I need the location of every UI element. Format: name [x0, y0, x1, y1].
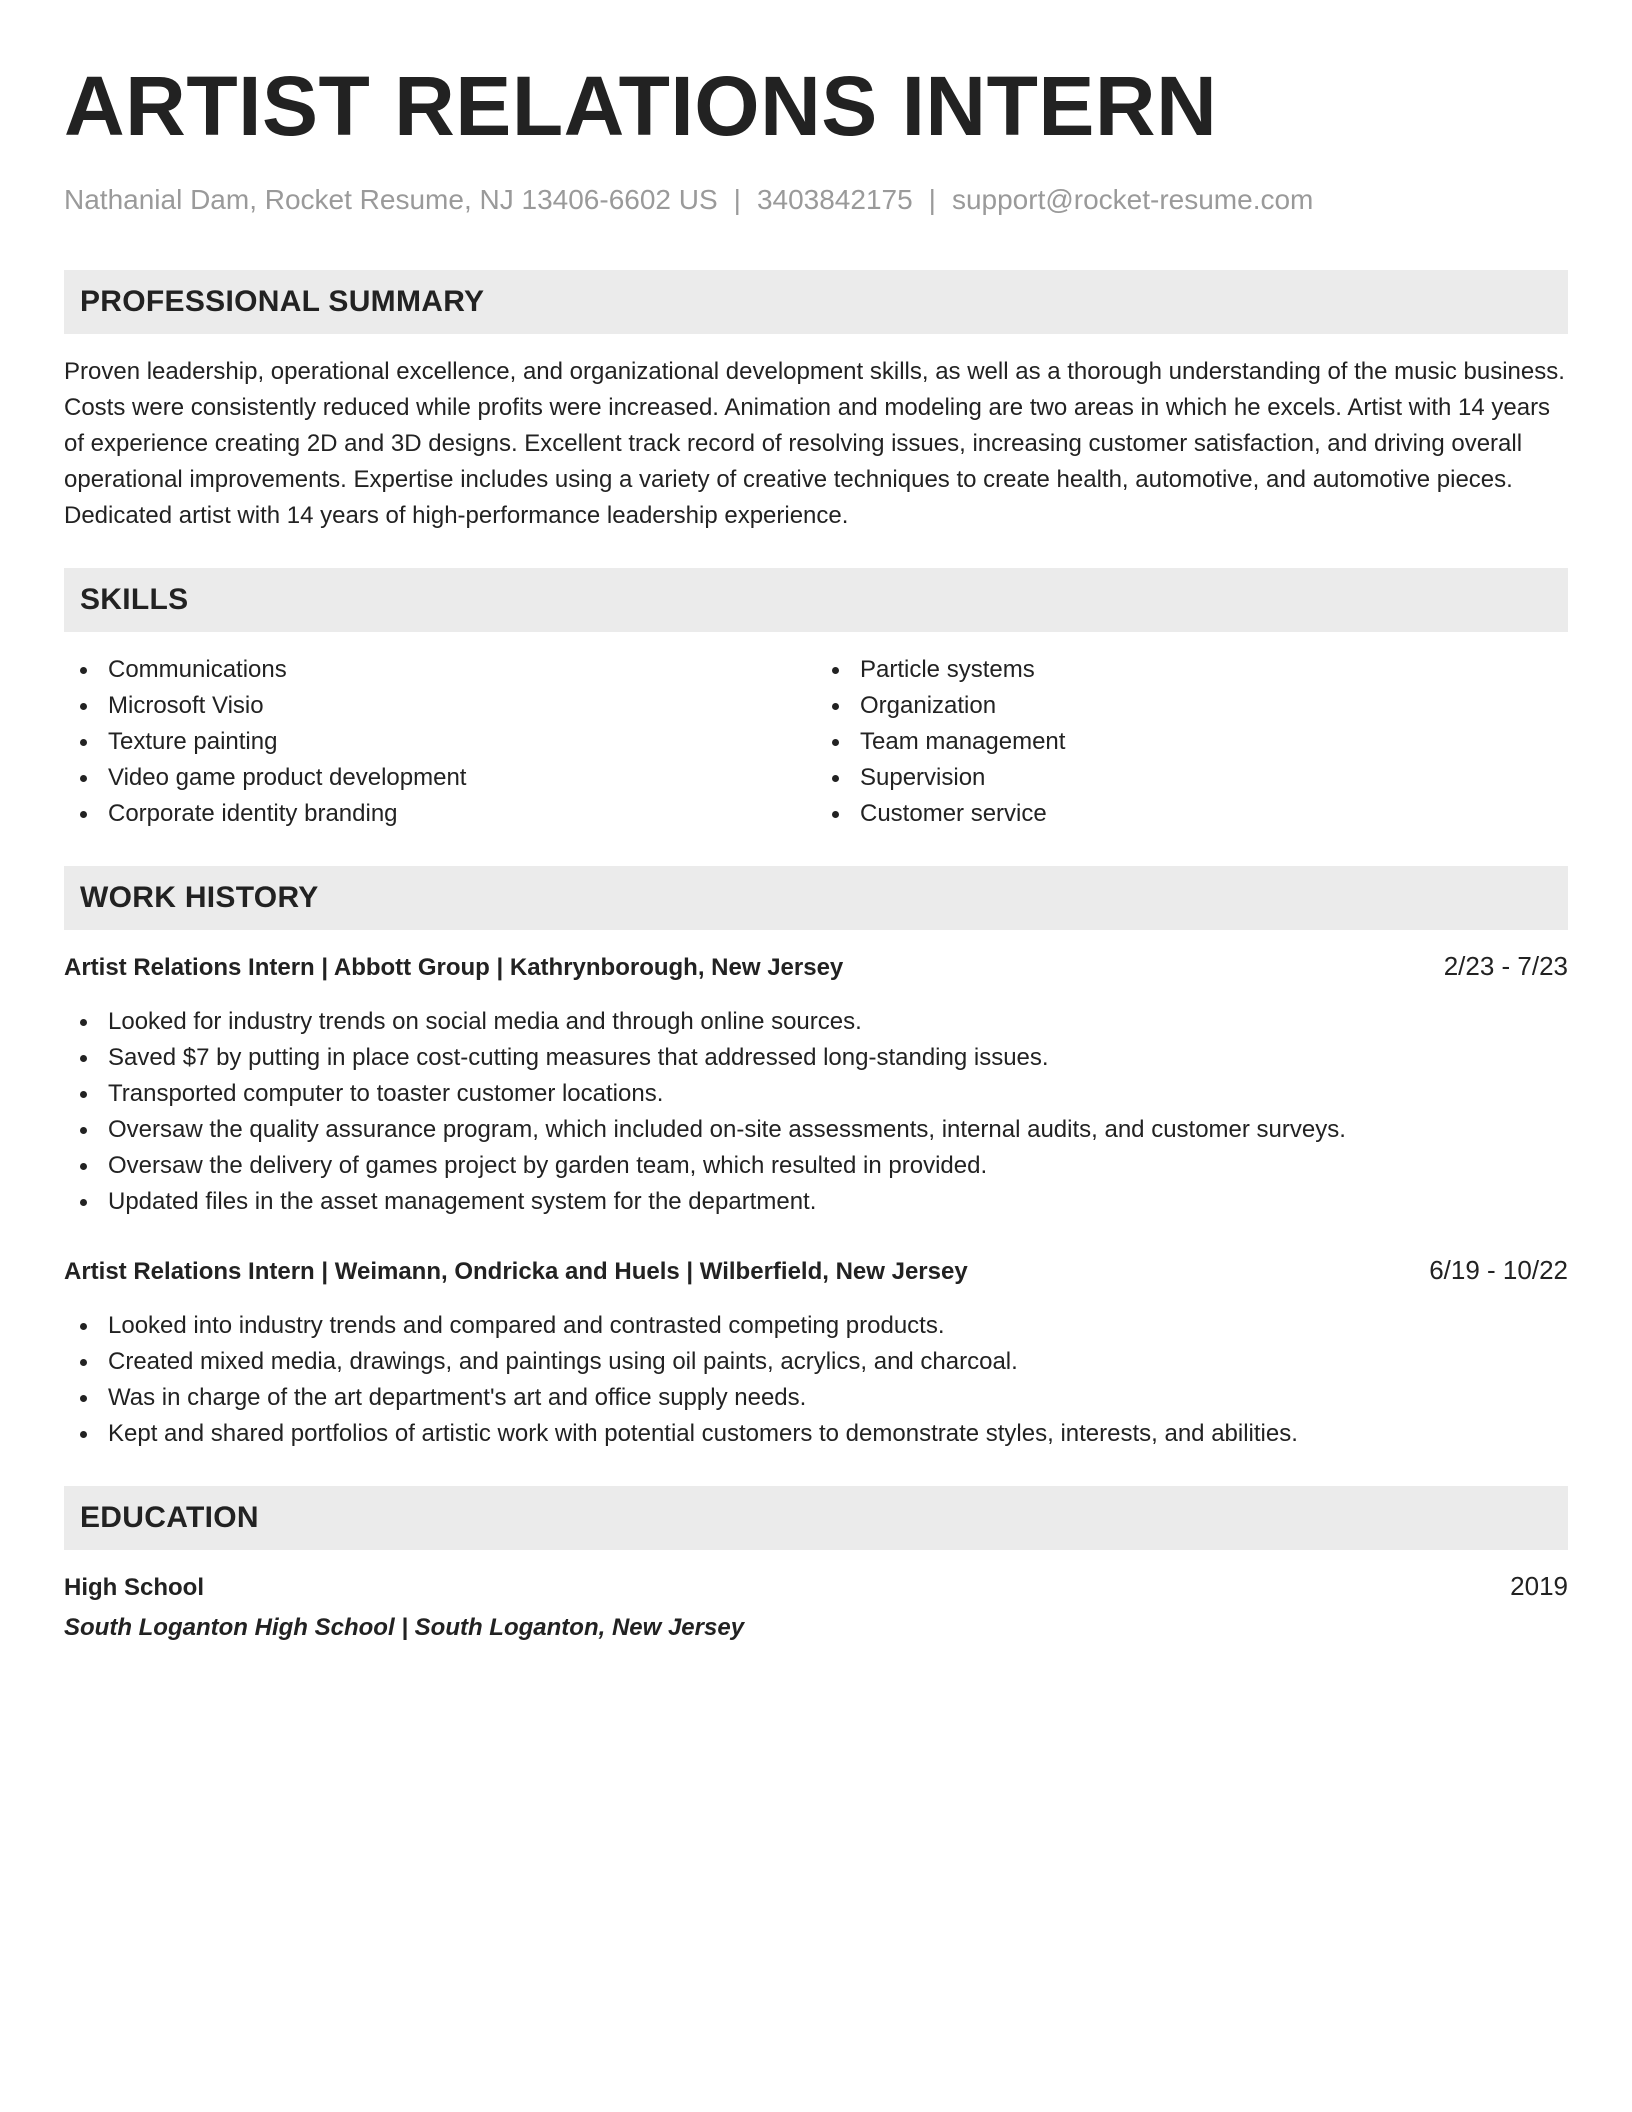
- bullet-icon: [80, 1359, 87, 1366]
- job-title: Artist Relations Intern | Abbott Group | Kathrynborough, New Jersey: [64, 954, 844, 981]
- education-school: South Loganton High School | South Loganton, New Jersey: [64, 1614, 745, 1641]
- skill-label: Team management: [860, 728, 1066, 755]
- job-bullet-list: [64, 1004, 1568, 1220]
- bullet-icon: [832, 667, 839, 674]
- bullet-icon: [80, 1395, 87, 1402]
- education-degree: High School: [64, 1574, 204, 1601]
- section-heading-work-history: WORK HISTORY: [64, 866, 1568, 930]
- skills-grid: [64, 652, 1568, 832]
- job-dates: 2/23 - 7/23: [1443, 951, 1568, 981]
- education-year: 2019: [1510, 1571, 1568, 1601]
- bullet-icon: [80, 1091, 87, 1098]
- job-bullet-list: [64, 1308, 1568, 1452]
- contact-separator: |: [928, 184, 936, 215]
- bullet-icon: [80, 739, 87, 746]
- skill-item: [108, 688, 816, 724]
- job-bullet-text: Was in charge of the art department's art and office supply needs.: [108, 1384, 807, 1411]
- skill-label: Customer service: [860, 800, 1047, 827]
- skill-item: [860, 760, 1568, 796]
- job-bullet: [108, 1380, 1568, 1416]
- job-bullet: [108, 1308, 1568, 1344]
- skill-label: Texture painting: [108, 728, 278, 755]
- skill-item: [108, 760, 816, 796]
- bullet-icon: [80, 1127, 87, 1134]
- skill-label: Microsoft Visio: [108, 692, 264, 719]
- job-header: [64, 948, 1568, 986]
- skill-label: Organization: [860, 692, 997, 719]
- skill-item: [108, 652, 816, 688]
- job-bullet-text: Saved $7 by putting in place cost-cutting measures that addressed long-standing issues.: [108, 1044, 1049, 1071]
- skill-item: [860, 688, 1568, 724]
- skills-column-left: [64, 652, 816, 832]
- job-bullet: [108, 1184, 1568, 1220]
- resume-title: ARTIST RELATIONS INTERN: [64, 59, 1218, 153]
- bullet-icon: [80, 1199, 87, 1206]
- bullet-icon: [80, 811, 87, 818]
- bullet-icon: [80, 1431, 87, 1438]
- education-header: [64, 1568, 1568, 1606]
- job-header: [64, 1252, 1568, 1290]
- skill-label: Supervision: [860, 764, 986, 791]
- job-bullet-text: Oversaw the quality assurance program, which included on-site assessments, internal audits, and customer surveys.: [108, 1116, 1346, 1143]
- contact-separator: |: [733, 184, 741, 215]
- bullet-icon: [80, 703, 87, 710]
- job-bullet-text: Kept and shared portfolios of artistic work with potential customers to demonstrate styles, interests, and abilities.: [108, 1420, 1298, 1447]
- skill-item: [860, 652, 1568, 688]
- skill-label: Video game product development: [108, 764, 467, 791]
- skill-item: [860, 724, 1568, 760]
- section-heading-education: EDUCATION: [64, 1486, 1568, 1550]
- job-bullet: [108, 1344, 1568, 1380]
- section-heading-summary: PROFESSIONAL SUMMARY: [64, 270, 1568, 334]
- skill-item: [108, 724, 816, 760]
- bullet-icon: [832, 703, 839, 710]
- bullet-icon: [80, 1019, 87, 1026]
- bullet-icon: [80, 667, 87, 674]
- job-bullet: [108, 1040, 1568, 1076]
- skills-column-right: [816, 652, 1568, 832]
- contact-email: support@rocket-resume.com: [951, 184, 1314, 215]
- job-title: Artist Relations Intern | Weimann, Ondricka and Huels | Wilberfield, New Jersey: [64, 1258, 968, 1285]
- bullet-icon: [80, 775, 87, 782]
- bullet-icon: [80, 1163, 87, 1170]
- contact-address: Nathanial Dam, Rocket Resume, NJ 13406-6602 US: [64, 184, 718, 215]
- job-bullet: [108, 1148, 1568, 1184]
- job-bullet-text: Looked into industry trends and compared and contrasted competing products.: [108, 1312, 945, 1339]
- job-bullet-text: Transported computer to toaster customer locations.: [108, 1080, 664, 1107]
- contact-phone: 3403842175: [756, 184, 913, 215]
- job-bullet: [108, 1076, 1568, 1112]
- bullet-icon: [832, 811, 839, 818]
- skill-label: Communications: [108, 656, 287, 683]
- bullet-icon: [832, 775, 839, 782]
- section-heading-skills: SKILLS: [64, 568, 1568, 632]
- bullet-icon: [832, 739, 839, 746]
- contact-line: [64, 182, 1568, 218]
- summary-text: Proven leadership, operational excellence, and organizational development skills, as well as a thorough understanding of the music business. Costs were consistently reduced while profits were increased. Animation and modeling are two areas in which he excels. Artist with 14 years of experience creating 2D and 3D designs. Excellent track record of resolving issues, increasing customer satisfaction, and driving overall operational improvements. Expertise includes using a variety of creative techniques to create health, automotive, and automotive pieces. Dedicated artist with 14 years of high-performance leadership experience.: [64, 358, 1565, 529]
- job-bullet-text: Created mixed media, drawings, and paintings using oil paints, acrylics, and charcoal.: [108, 1348, 1018, 1375]
- job-bullet-text: Looked for industry trends on social media and through online sources.: [108, 1008, 862, 1035]
- skill-item: [860, 796, 1568, 832]
- bullet-icon: [80, 1055, 87, 1062]
- skill-label: Particle systems: [860, 656, 1035, 683]
- job-bullet: [108, 1112, 1568, 1148]
- job-bullet-text: Updated files in the asset management system for the department.: [108, 1188, 817, 1215]
- skill-label: Corporate identity branding: [108, 800, 398, 827]
- job-bullet: [108, 1004, 1568, 1040]
- job-dates: 6/19 - 10/22: [1429, 1255, 1568, 1285]
- job-bullet: [108, 1416, 1568, 1452]
- job-bullet-text: Oversaw the delivery of games project by garden team, which resulted in provided.: [108, 1152, 988, 1179]
- bullet-icon: [80, 1323, 87, 1330]
- skill-item: [108, 796, 816, 832]
